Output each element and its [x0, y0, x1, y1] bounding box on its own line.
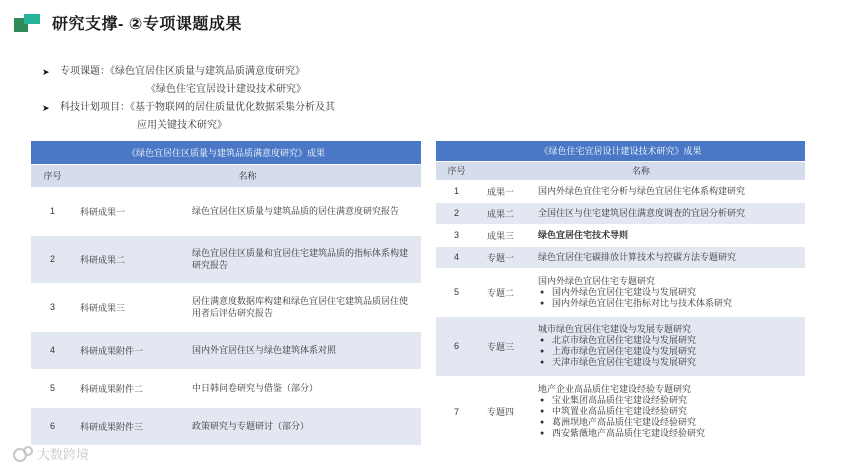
- topic-title: 国内外绿色宜居住宅专题研究: [538, 275, 656, 286]
- sub-item: [538, 335, 801, 346]
- row-number: 2: [436, 202, 477, 224]
- row-label: 科研成果三: [74, 283, 184, 331]
- table-design-tech-results: [436, 141, 805, 448]
- row-number: 4: [436, 246, 477, 268]
- bullet-continuation: [42, 81, 335, 99]
- sub-item-text: 天津市绿色宜居住宅建设与发展研究: [552, 357, 697, 367]
- title-logo-icon: [14, 14, 40, 32]
- table-row: [31, 283, 421, 331]
- bullet-item-special-topics: [42, 63, 335, 81]
- row-number: 1: [436, 180, 477, 202]
- table-row: [31, 235, 421, 283]
- row-number: 4: [31, 331, 74, 369]
- sub-item-text: 葛洲坝地产高品质住宅建设经验研究: [552, 417, 697, 427]
- table-row: [31, 331, 421, 369]
- row-text: 国内外宜居住区与绿色建筑体系对照: [184, 331, 421, 369]
- column-header-name: 名称: [74, 164, 421, 187]
- sub-item: [538, 395, 801, 406]
- table-row: [436, 268, 805, 316]
- row-text: 绿色宜居住宅碳排放计算技术与控碳方法专题研究: [535, 246, 805, 268]
- row-text: [535, 268, 805, 316]
- sub-item-text: 宝业集团高品质住宅建设经验研究: [552, 395, 688, 405]
- row-number: 3: [31, 283, 74, 331]
- table-row: [436, 246, 805, 268]
- bullet-dot-icon: ●: [540, 397, 545, 404]
- row-text: 绿色宜居住区质量与建筑品质的居住满意度研究报告: [184, 187, 421, 235]
- bullet-dot-icon: ●: [540, 348, 545, 355]
- bullet-text: 应用关键技术研究》: [137, 120, 227, 131]
- table-row: [436, 180, 805, 202]
- row-number: 3: [436, 224, 477, 246]
- sub-item: [538, 406, 801, 417]
- page-title: 研究支撑- ②专项课题成果: [52, 16, 242, 33]
- topic-title: 地产企业高品质住宅建设经验专题研究: [538, 384, 692, 394]
- table-row: [31, 407, 421, 445]
- table-row: [436, 202, 805, 224]
- topic-title: 城市绿色宜居住宅建设与发展专题研究: [538, 324, 692, 334]
- watermark-text: 大数跨境: [37, 447, 90, 462]
- row-number: 7: [436, 376, 477, 447]
- bullet-item-tech-plan: [42, 99, 335, 117]
- table-row: [436, 224, 805, 246]
- row-text: [535, 376, 805, 447]
- sub-item-text: 北京市绿色宜居住宅建设与发展研究: [552, 335, 697, 345]
- watermark: [12, 444, 89, 463]
- row-number: 5: [31, 369, 74, 407]
- bullet-dot-icon: ●: [540, 359, 545, 366]
- bullet-dot-icon: ●: [540, 288, 545, 296]
- table-row: [31, 369, 421, 407]
- row-text: 绿色宜居住区质量和宜居住宅建筑品质的指标体系构建研究报告: [184, 235, 421, 283]
- sub-item-text: 上海市绿色宜居住宅建设与发展研究: [552, 346, 697, 356]
- row-label: 成果二: [477, 202, 535, 224]
- bullet-text: 科技计划项目：《基于物联网的居住质量优化数据采集分析及其: [60, 102, 335, 113]
- sub-item-text: 西安紫薇地产高品质住宅建设经验研究: [552, 428, 706, 438]
- row-label: 成果一: [477, 180, 535, 202]
- table-row: [31, 187, 421, 235]
- row-label: 科研成果附件二: [74, 369, 184, 407]
- row-text: 中日韩问卷研究与借鉴（部分）: [184, 369, 421, 407]
- row-number: 6: [436, 316, 477, 376]
- arrow-bullet-icon: ➤: [42, 67, 50, 77]
- sub-item: [538, 428, 801, 439]
- sub-item: [538, 357, 801, 368]
- sub-item-text: 国内外绿色宜居住宅建设与发展研究: [552, 286, 697, 297]
- row-label: 成果三: [477, 224, 535, 246]
- column-header-number: 序号: [31, 164, 74, 187]
- row-number: 1: [31, 187, 74, 235]
- row-label: 专题一: [477, 246, 535, 268]
- sub-item: [538, 346, 801, 357]
- sub-item-text: 国内外绿色宜居住宅指标对比与技术体系研究: [552, 297, 733, 308]
- row-text: 绿色宜居住宅技术导则: [535, 224, 805, 246]
- row-label: 专题三: [477, 316, 535, 376]
- row-label: 专题四: [477, 376, 535, 447]
- arrow-bullet-icon: ➤: [42, 103, 50, 113]
- table-title: 《绿色住宅宜居设计建设技术研究》成果: [436, 141, 805, 161]
- table-row: [436, 376, 805, 447]
- row-text: 国内外绿色宜住宅分析与绿色宜居住宅体系构建研究: [535, 180, 805, 202]
- row-text: 政策研究与专题研讨（部分）: [184, 407, 421, 445]
- bullet-continuation: [42, 117, 335, 135]
- sub-item: [538, 298, 801, 309]
- row-label: 科研成果附件一: [74, 331, 184, 369]
- sub-item-text: 中筑置业高品质住宅建设经验研究: [552, 406, 688, 416]
- sub-item: [538, 417, 801, 428]
- table-satisfaction-results: [31, 141, 421, 446]
- table-title: 《绿色宜居住区质量与建筑品质满意度研究》成果: [31, 141, 421, 164]
- column-header-number: 序号: [436, 161, 477, 180]
- bullet-dot-icon: ●: [540, 299, 545, 307]
- column-header-name: 名称: [477, 161, 805, 180]
- bullet-dot-icon: ●: [540, 430, 545, 437]
- table-row: [436, 316, 805, 376]
- row-label: 科研成果附件三: [74, 407, 184, 445]
- row-number: 6: [31, 407, 74, 445]
- bullet-dot-icon: ●: [540, 408, 545, 415]
- bullet-dot-icon: ●: [540, 419, 545, 426]
- bullet-dot-icon: ●: [540, 337, 545, 344]
- row-text: 居住满意度数据库构建和绿色宜居住宅建筑品质居住使用者后评估研究报告: [184, 283, 421, 331]
- row-label: 专题二: [477, 268, 535, 316]
- row-label: 科研成果二: [74, 235, 184, 283]
- row-text: [535, 316, 805, 376]
- row-text: 全国住区与住宅建筑居住满意度调查的宜居分析研究: [535, 202, 805, 224]
- row-label: 科研成果一: [74, 187, 184, 235]
- bullet-text: 《绿色住宅宜居设计建设技术研究》: [146, 84, 306, 95]
- row-number: 5: [436, 268, 477, 316]
- watermark-logo-icon: [12, 445, 34, 463]
- sub-item: [538, 287, 801, 298]
- project-bullet-list: [42, 63, 335, 135]
- row-number: 2: [31, 235, 74, 283]
- bullet-text: 专项课题：《绿色宜居住区质量与建筑品质满意度研究》: [60, 66, 305, 77]
